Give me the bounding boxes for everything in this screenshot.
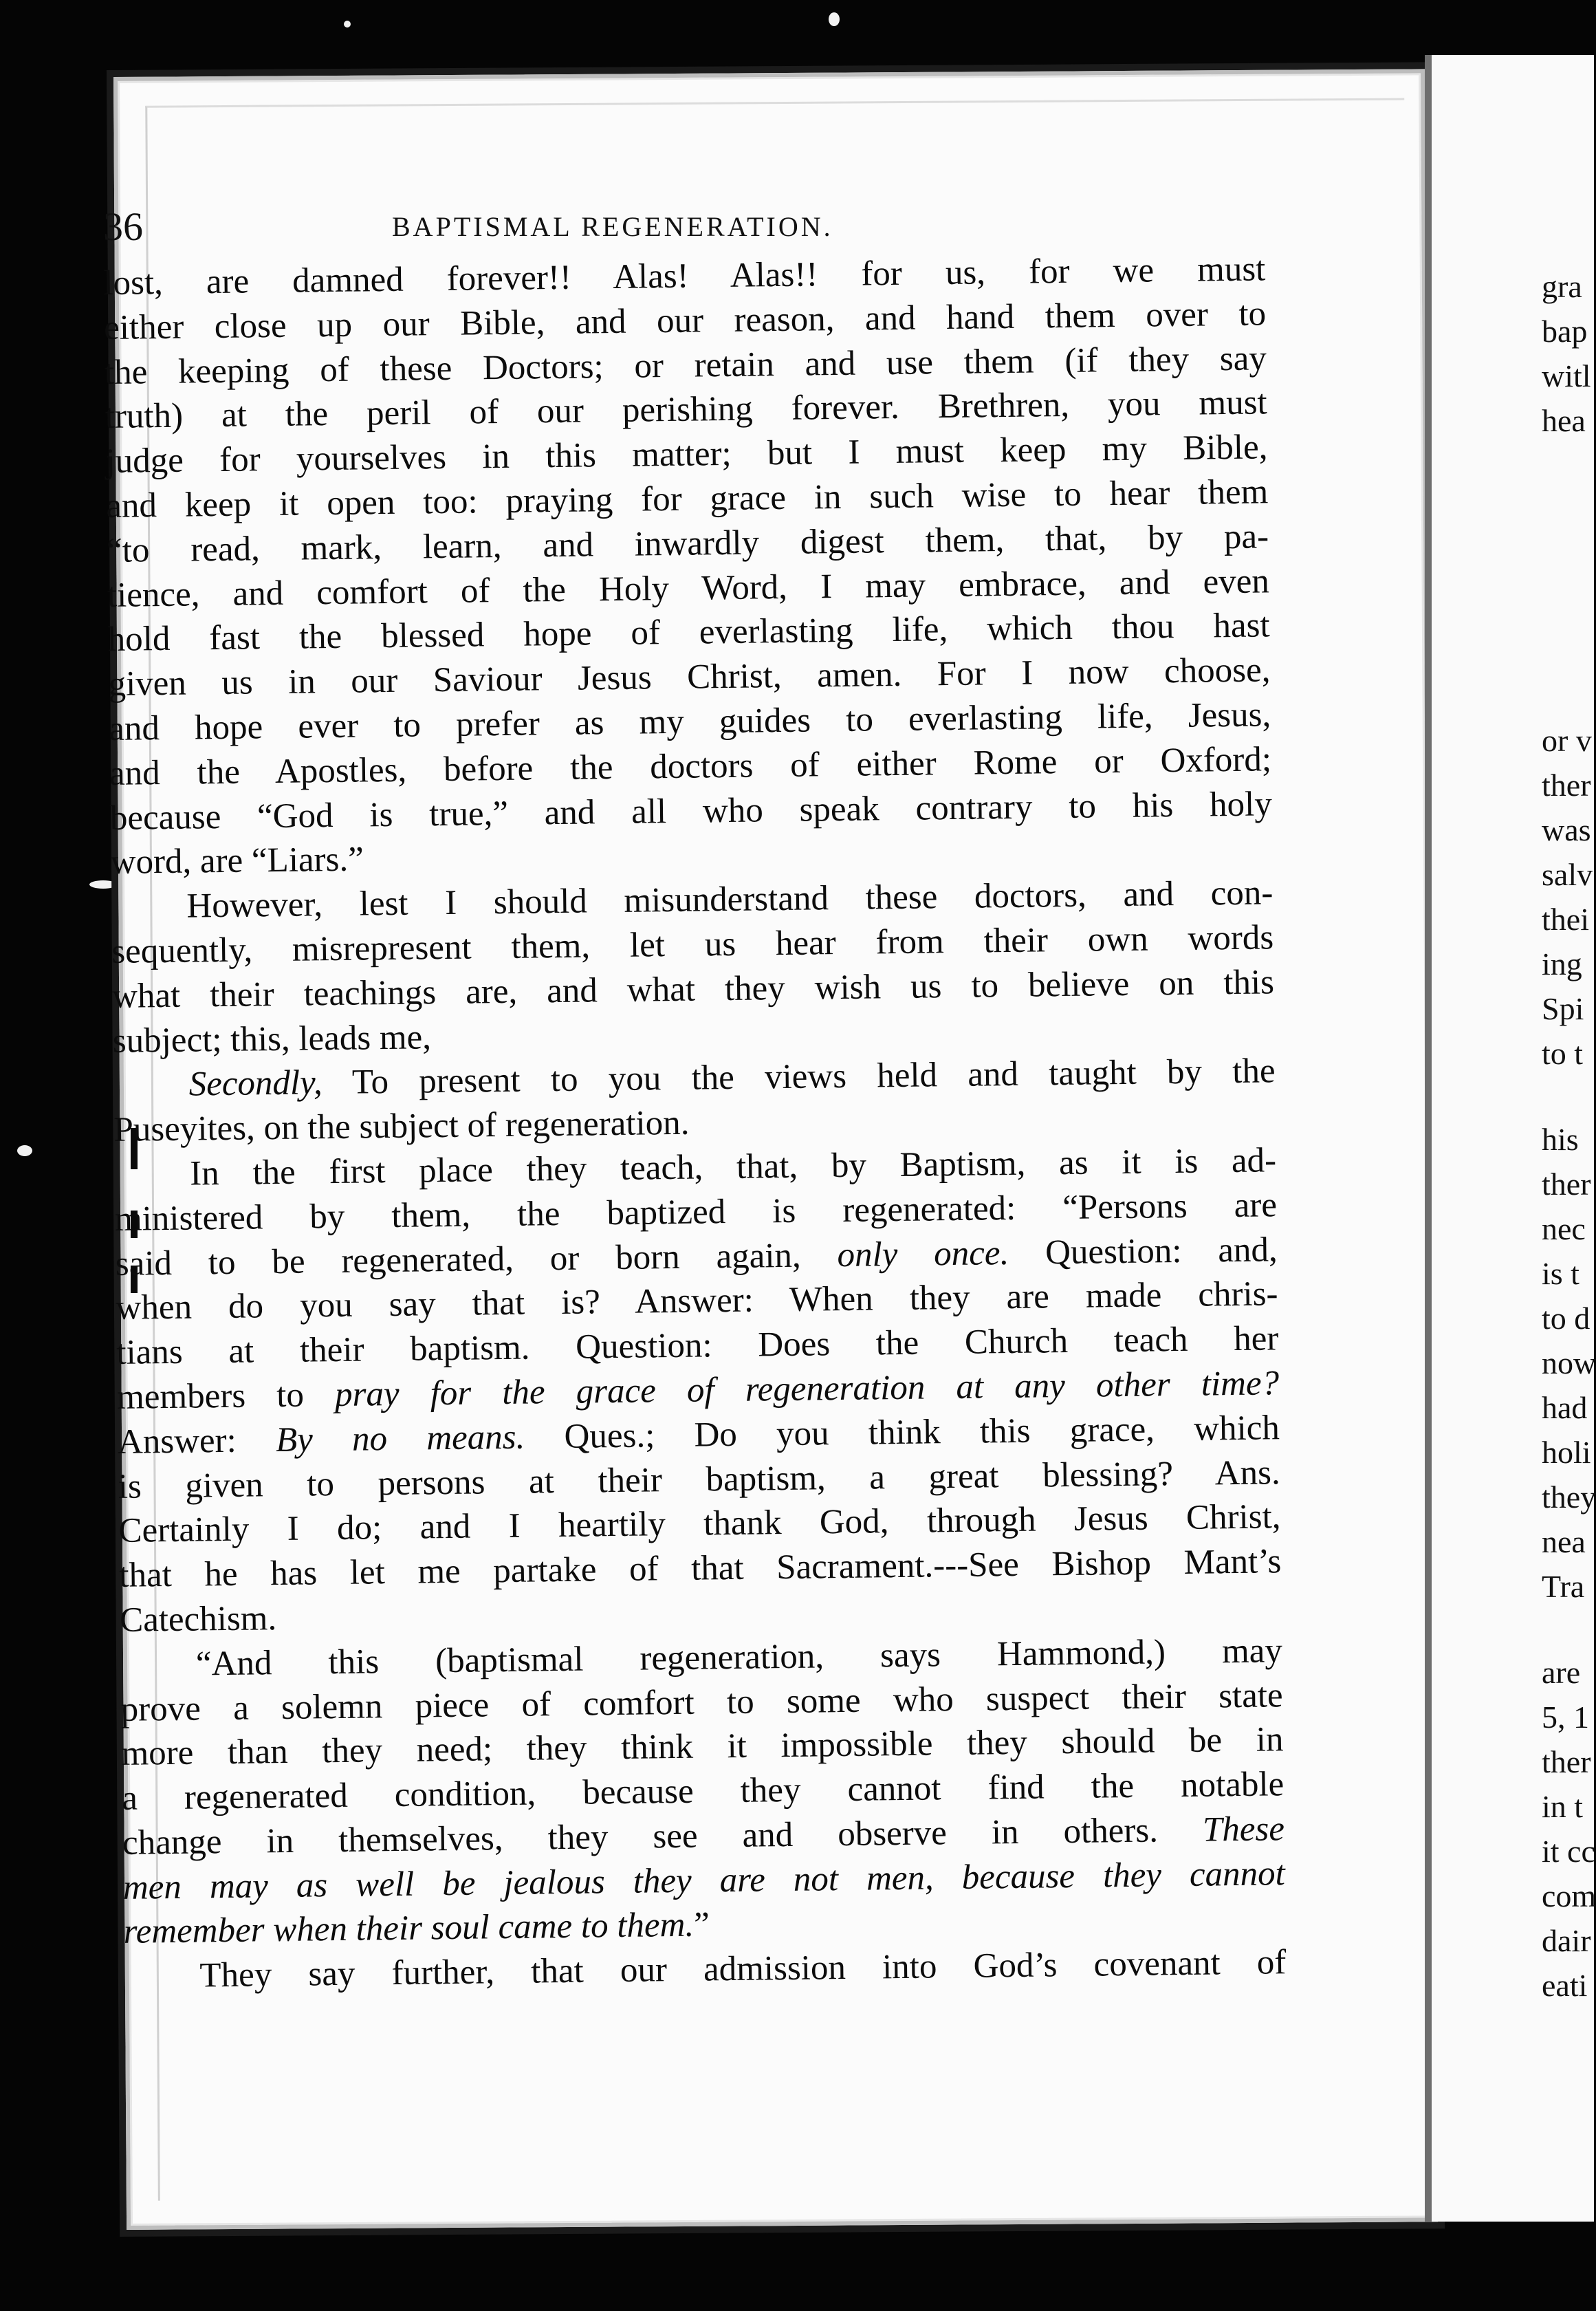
facing-page-fragment: or v	[1542, 723, 1592, 758]
text-line: lost, are damned forever!! Alas! Alas!! for us, for we must	[103, 250, 1266, 303]
facing-page-fragment: his	[1542, 1122, 1579, 1157]
facing-page	[1425, 55, 1594, 2222]
text-line: and the Apostles, before the doctors of either Rome or Oxford;	[109, 740, 1272, 793]
text-line: However, lest I should misunderstand these doctors, and con-	[186, 874, 1273, 926]
text-line: the keeping of these Doctors; or retain and use them (if they say	[104, 338, 1267, 392]
text-line: word, are “Liars.”	[110, 840, 364, 882]
text-line: what their teachings are, and what they wish us to believe on this	[111, 963, 1275, 1016]
facing-page-fragment: Tra	[1542, 1569, 1585, 1604]
text-line: remember when their soul came to them.”	[123, 1905, 710, 1952]
text-line: “to read, mark, learn, and inwardly digest them, that, by pa-	[106, 517, 1269, 570]
text-line: because “God is true,” and all who speak contrary to his holy	[109, 784, 1273, 838]
text-line: ministered by them, the baptized is regenerated: “Persons are	[114, 1185, 1278, 1239]
facing-page-fragment: now	[1542, 1345, 1596, 1380]
text-line: truth) at the peril of our perishing forever. Brethren, you must	[105, 383, 1267, 437]
facing-page-fragment: ther	[1542, 1744, 1591, 1779]
text-line: tians at their baptism. Question: Does the Church teach her	[116, 1319, 1279, 1373]
text-line: judge for yourselves in this matter; but I must keep my Bible,	[105, 428, 1268, 481]
facing-page-fragment: are	[1542, 1655, 1581, 1690]
facing-page-fragment: witl	[1542, 358, 1591, 393]
scan-speck	[344, 21, 351, 28]
facing-page-fragment: 5, 1	[1542, 1700, 1589, 1735]
text-line: sequently, misrepresent them, let us hear from their own words	[111, 918, 1274, 971]
text-line: and hope ever to prefer as my guides to everlasting life, Jesus,	[108, 695, 1271, 748]
text-line: prove a solemn piece of comfort to some who suspect their state	[120, 1675, 1283, 1729]
text-line: when do you say that is? Answer: When they are made chris-	[116, 1274, 1278, 1328]
text-line: Certainly I do; and I heartily thank God, through Jesus Christ,	[118, 1497, 1281, 1551]
text-line: a regenerated condition, because they cannot find the notable	[121, 1765, 1285, 1818]
text-line: tience, and comfort of the Holy Word, I may embrace, and even	[107, 561, 1270, 615]
text-line: is given to persons at their baptism, a great blessing? Ans.	[118, 1453, 1280, 1506]
text-line: Catechism.	[119, 1598, 277, 1640]
facing-page-fragment: salv	[1542, 857, 1593, 892]
text-line: given us in our Saviour Jesus Christ, amen. For I now choose,	[108, 651, 1271, 704]
text-line: Answer: By no means. Ques.; Do you think this grace, which	[117, 1408, 1280, 1462]
page-header	[103, 204, 1258, 252]
running-head: BAPTISMAL REGENERATION.	[392, 211, 833, 242]
text-line: In the first place they teach, that, by Baptism, as it is ad-	[189, 1141, 1277, 1193]
scan-speck	[17, 1145, 32, 1156]
text-line: either close up our Bible, and our reason, and hand them over to	[103, 294, 1267, 347]
facing-page-fragment: ing	[1542, 946, 1582, 981]
text-line: They say further, that our admission into God’s covenant of	[199, 1943, 1287, 1995]
text-line: that he has let me partake of that Sacrament.---See Bishop Mant’s	[119, 1542, 1282, 1595]
facing-page-fragment: eati	[1542, 1968, 1588, 2003]
facing-page-fragment: ther	[1542, 1167, 1591, 1202]
text-line: members to pray for the grace of regeneration at any other time?	[116, 1364, 1280, 1417]
facing-page-fragment: bap	[1542, 314, 1588, 349]
facing-page-fragment: in t	[1542, 1789, 1584, 1824]
text-line: change in themselves, they see and observe in others. These	[122, 1810, 1285, 1863]
body-text	[103, 247, 1287, 1999]
facing-page-fragment: had	[1542, 1390, 1588, 1425]
text-line: more than they need; they think it impossible they should be in	[121, 1720, 1284, 1774]
facing-page-fragment: was	[1542, 812, 1591, 847]
text-line: Secondly, To present to you the views held and taught by the	[188, 1052, 1276, 1104]
facing-page-fragment: it cc	[1542, 1834, 1595, 1869]
text-line: “And this (baptismal regeneration, says Hammond,) may	[195, 1631, 1283, 1684]
facing-page-fragment: nea	[1542, 1524, 1586, 1559]
facing-page-fragment: to t	[1542, 1036, 1584, 1071]
scan-speck	[829, 12, 840, 26]
facing-page-fragment: ther	[1542, 768, 1591, 803]
facing-page-fragment: com	[1542, 1878, 1596, 1913]
facing-page-fragment: Spi	[1542, 991, 1584, 1026]
facing-page-fragment: thei	[1542, 902, 1589, 937]
facing-page-fragment: dair	[1542, 1923, 1591, 1958]
facing-page-fragment: holi	[1542, 1435, 1591, 1470]
facing-page-fragment: nec	[1542, 1211, 1586, 1246]
text-line: Puseyites, on the subject of regeneration.	[113, 1103, 690, 1150]
text-line: hold fast the blessed hope of everlasting life, which thou hast	[107, 606, 1270, 660]
facing-page-fragment: is t	[1542, 1256, 1579, 1291]
text-line: men may as well be jealous they are not men, because they cannot	[122, 1854, 1286, 1907]
facing-page-fragment: they	[1542, 1479, 1596, 1515]
facing-page-fragment: to d	[1542, 1301, 1590, 1336]
facing-page-fragment: gra	[1542, 269, 1582, 304]
text-line: said to be regenerated, or born again, only once. Question: and,	[115, 1230, 1278, 1283]
text-line: subject; this, leads me,	[112, 1017, 432, 1061]
facing-page-fragment: hea	[1542, 403, 1586, 438]
text-line: and keep it open too: praying for grace in such wise to hear them	[106, 473, 1269, 525]
page-number: 36	[103, 204, 143, 249]
